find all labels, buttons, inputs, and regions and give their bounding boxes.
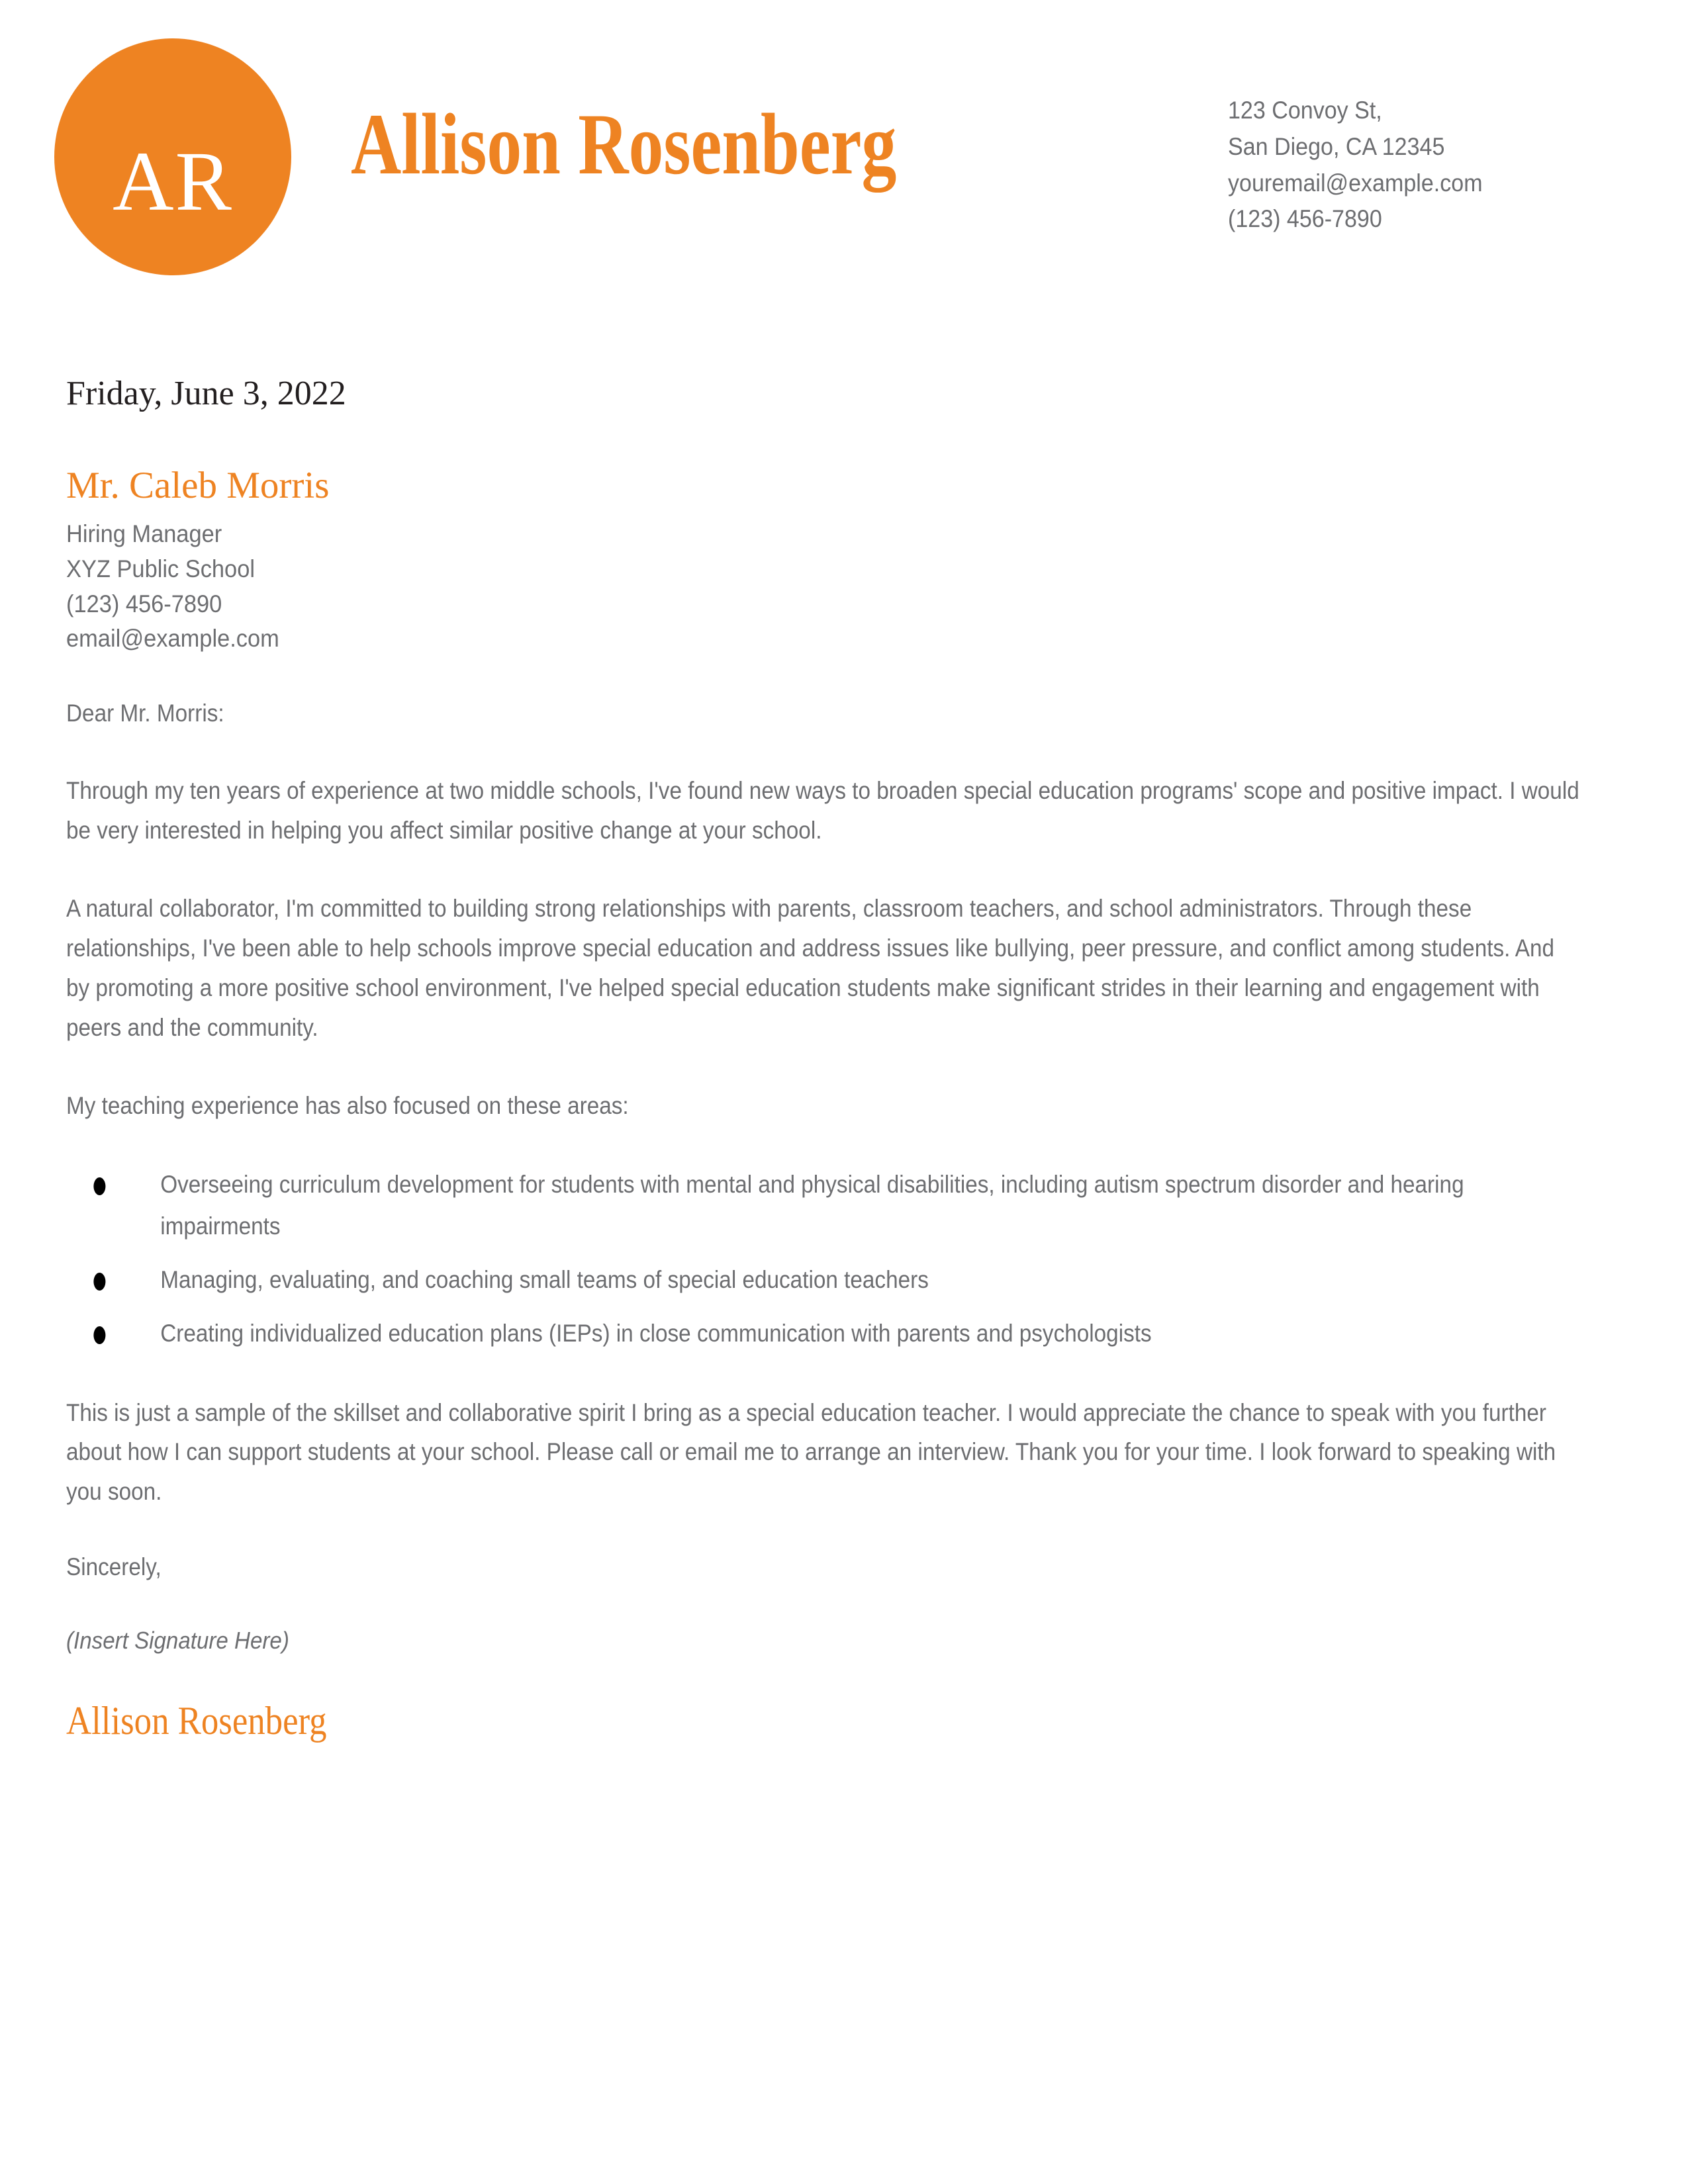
recipient-title: Hiring Manager [66, 520, 222, 548]
letter-date: Friday, June 3, 2022 [66, 375, 346, 412]
list-item [66, 1259, 1583, 1301]
signature-name: Allison Rosenberg [66, 1698, 327, 1743]
recipient-organization: XYZ Public School [66, 555, 255, 583]
list-item [66, 1164, 1583, 1248]
body-paragraph-1: Through my ten years of experience at two middle schools, I've found new ways to broaden special education programs' scope and positive impact. I would be very interested in helping you affect similar positive change at your school. [66, 777, 1579, 844]
contact-city-state-zip: San Diego, CA 12345 [1228, 132, 1445, 160]
signature-placeholder: (Insert Signature Here) [66, 1627, 289, 1655]
letter-salutation: Dear Mr. Morris: [66, 699, 224, 727]
contact-street: 123 Convoy St, [1228, 97, 1382, 124]
list-item-text: Overseeing curriculum development for students with mental and physical disabilities, including autism spectrum disorder and hearing impairments [160, 1170, 1464, 1240]
closing-paragraph: This is just a sample of the skillset and collaborative spirit I bring as a special education teacher. I would appreciate the chance to speak with you further about how I can support students at your school. Please call or email me to arrange an interview. Thank you for your time. I look forward to speaking with you soon. [66, 1398, 1556, 1506]
recipient-name: Mr. Caleb Morris [66, 464, 330, 506]
contact-info-block [1228, 93, 1483, 238]
bullet-dot-icon [93, 1326, 105, 1344]
list-item [66, 1313, 1583, 1355]
bullet-dot-icon [93, 1177, 105, 1195]
list-item-text: Managing, evaluating, and coaching small teams of special education teachers [160, 1265, 929, 1293]
bullet-dot-icon [93, 1273, 105, 1291]
list-item-text: Creating individualized education plans (IEPs) in close communication with parents and psychologists [160, 1319, 1152, 1347]
letter-header [0, 0, 1688, 311]
recipient-email[interactable]: email@example.com [66, 625, 279, 653]
monogram-avatar [54, 38, 291, 275]
letter-body [66, 374, 1589, 1743]
body-paragraph-3: My teaching experience has also focused on these areas: [66, 1092, 629, 1120]
body-paragraph-2: A natural collaborator, I'm committed to building strong relationships with parents, classroom teachers, and school administrators. Through these relationships, I've been able to help schools improve special education and address issues like bullying, peer pressure, and conflict among students. And by promoting a more positive school environment, I've helped special education students make significant strides in their learning and engagement with peers and the community. [66, 895, 1555, 1042]
applicant-name-heading: Allison Rosenberg [351, 95, 897, 193]
recipient-details [66, 517, 1482, 656]
contact-email[interactable]: youremail@example.com [1228, 169, 1483, 197]
closing-salutation: Sincerely, [66, 1553, 162, 1581]
monogram-initials: AR [113, 134, 233, 228]
contact-phone[interactable]: (123) 456-7890 [1228, 205, 1382, 233]
skills-bullet-list [66, 1164, 1583, 1355]
recipient-phone[interactable]: (123) 456-7890 [66, 590, 222, 617]
